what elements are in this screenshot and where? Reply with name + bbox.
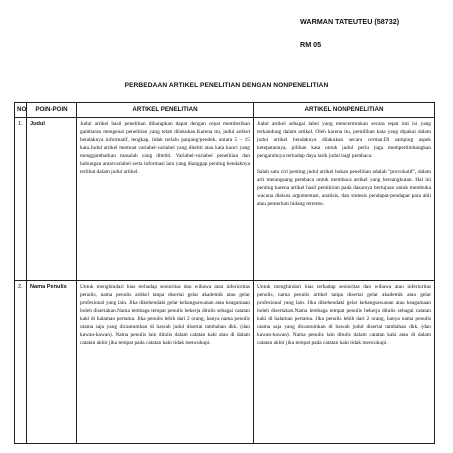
document-title: PERBEDAAN ARTIKEL PENELITIAN DENGAN NONPENELITIAN xyxy=(124,82,329,89)
row-point: Judul xyxy=(27,118,77,281)
cell-nonpenelitian xyxy=(254,281,435,444)
row-point: Nama Penulis xyxy=(27,281,77,444)
column-header-penelitian: ARTIKEL PENELITIAN xyxy=(77,103,254,118)
cell-paragraph: Salah satu ciri penting judul artikel bukan penelitian adalah "provokatif", dalam arti merangsang pembaca untuk membaca artikel yang bersangkutan. Hal ini penting karena artikel hasil pemikiran pada dasarnya bertujuan untuk membuka wacana diskusi argumentasi, analisis, dan sintesis pendapat-pendapat para ahli atau pemerhati bidang tertentu. xyxy=(257,169,431,207)
comparison-table xyxy=(14,102,435,444)
cell-penelitian: Untuk menghindari bias terhadap senioritas dan wibawa atau inferioritas penulis, nama penulis artikel tanpa disertai gelar akademik atau gelar profesional yang lain. Jika dikehendaki gelar kebangsawanan atau keagamaan boleh disertakan.Nama lembaga tempat penulis bekerja ditulis sebagai catatan kaki di halaman pertama. Jika penulis lebih dari 2 orang, hanya nama penulis utama saja yang dicantumkan di bawah judul disertai tambahan dkk. (dan kawan-kawan). Nama penulis lain ditulis dalam catatan kaki atau di dalam catatan akhir jika tempat pada catatan kaki tidak mencukupi. xyxy=(77,281,254,444)
cell-penelitian: Judul artikel hasil penelitian diharapkan dapat dengan cepat memberikan gambaran mengenai penelitian yang telah dilakukan.Karena itu, judul artikel hendaknya informatif, lengkap, tidak terlalu panjang/pendek, antara 5 – 15 kata.Judul artikel memuat variabel-variabel yang diteliti atau kata kunci yang menggambarkan masalah yang diteliti. Variabel-variabel penelitian dan hubungan antarvariabel serta informasi lain yang dianggap penting hendaknya terlihat dalam judul artikel. xyxy=(77,118,254,281)
cell-nonpenelitian xyxy=(254,118,435,281)
table-row xyxy=(15,118,435,281)
cell-paragraph: Judul artikel sebagai label yang mencerminkan secara tepat inti isi yang terkandung dalam artikel. Oleh karena itu, pemilihan kata yang dipakai dalam judul artikel hendaknya dilakukan secara cermat.Di samping aspek ketepatannya, pilihan kata untuk judul perlu juga mempertimbangkan pengaruhnya terhadap daya tarik judul bagi pembaca. xyxy=(257,121,431,159)
class-code: RM 05 xyxy=(300,40,322,50)
column-header-nonpenelitian: ARTIKEL NONPENELITIAN xyxy=(254,103,435,118)
document-header xyxy=(300,18,399,64)
row-number: 1. xyxy=(15,118,27,281)
table-header-row xyxy=(15,103,435,118)
table-row xyxy=(15,281,435,444)
column-header-no: NO xyxy=(15,103,27,118)
column-header-poin: POIN-POIN xyxy=(27,103,77,118)
cell-paragraph: Untuk menghindari bias terhadap senioritas dan wibawa atau inferioritas penulis, nama penulis artikel tanpa disertai gelar akademik atau gelar profesional yang lain. Jika dikehendaki gelar kebangsawanan atau keagamaan boleh disertakan.Nama lembaga tempat penulis bekerja ditulis sebagai catatan kaki di halaman pertama. Jika penulis lebih dari 2 orang, hanya nama penulis utama saja yang dicantumkan di bawah judul disertai tambahan dkk. (dan kawan-kawan). Nama penulis lain ditulis dalam catatan kaki atau di dalam catatan akhir jika tempat pada catatan kaki tidak mencukupi. xyxy=(257,284,431,346)
row-number: 2. xyxy=(15,281,27,444)
author-name: WARMAN TATEUTEU (58732) xyxy=(300,17,400,26)
